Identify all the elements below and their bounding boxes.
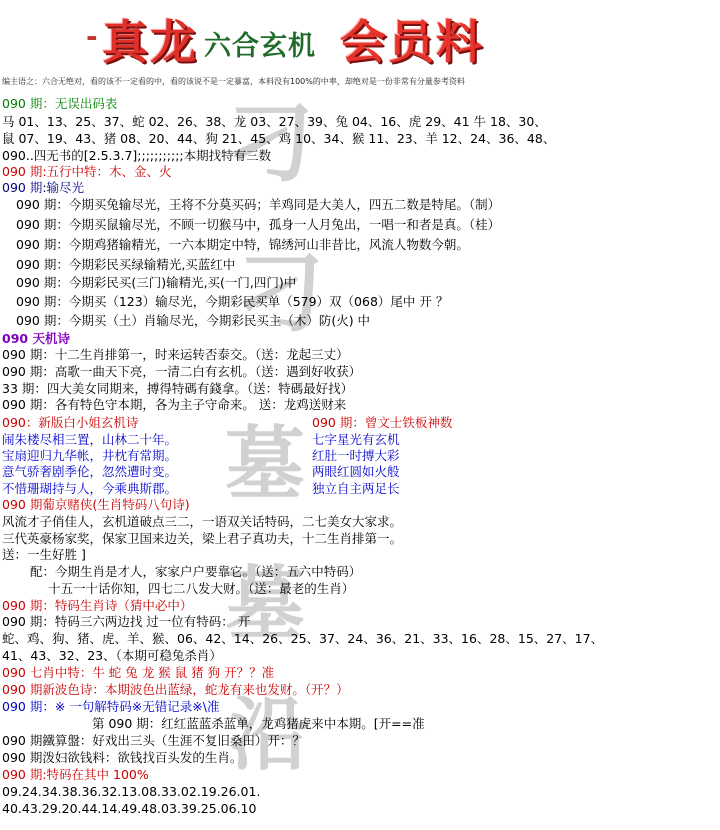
text-line: 三代英豪杨家奖，保家卫国来边关，梁上君子真功夫，十二生肖排第一。 — [2, 531, 403, 546]
text-line: 090 期：今期买鼠输尽光，不顾一切猴马中，孤身一人月兔出，一唱一和者是真。（桂） — [16, 217, 501, 232]
text-line: 七字星光有玄机 — [312, 432, 400, 447]
watermark-glyph: 刁 — [235, 240, 325, 346]
watermark-glyph: 刁 — [225, 90, 315, 196]
text-line: 宝扇迎归九华帐，井枕有常期。 — [2, 448, 178, 463]
text-line: 090 期：※ 一句解特码※无错记录※\准 — [2, 699, 220, 714]
text-line: 两眼红圆如火般 — [312, 464, 400, 479]
header-banner — [0, 0, 720, 72]
text-line: 马 01、13、25、37、蛇 02、26、38、龙 03、27、39、兔 04、16、虎 29、41 牛 18、30、 — [2, 114, 547, 129]
text-line: 090：新版白小姐玄机诗 — [2, 415, 139, 430]
text-line: 090 期：高歌一曲天下亮，一清二白有玄机。（送：遇到好收获） — [2, 364, 362, 379]
text-line: 090 期：今期彩民买绿输精光,买蓝红中 — [16, 257, 236, 272]
text-line: 090 期：各有特色守本期，各为主子守命来。 送：龙鸡送财来 — [2, 397, 347, 412]
text-line: 090 期葡京赌侠(生肖特码八句诗) — [2, 497, 190, 512]
text-line: 090 期:五行中特：木、金、火 — [2, 164, 172, 179]
text-line: 090 期：特码三六两边找 过一位有特码： 开 — [2, 614, 251, 629]
text-line: 送：一生好胜 ] — [2, 547, 86, 562]
text-line: 090 期：无误出码表 — [2, 96, 118, 111]
text-line: 090 期:输尽光 — [2, 180, 85, 195]
text-line: 090 期：今期买兔输尽光，王将不分莫买码；羊鸡同是大美人，四五二数是特尾。（制） — [16, 197, 501, 212]
watermark-glyph: 墓 — [225, 417, 305, 511]
text-line: 090 期：曾文士铁板神数 — [312, 415, 453, 430]
text-line: 风流才子俏佳人，玄机道破点三二，一语双关话特码，二七美女大家求。 — [2, 514, 403, 529]
text-line: 蛇、鸡、狗、猪、虎、羊、猴、06、42、14、26、25、37、24、36、21、33、16、28、15、27、17、 — [2, 631, 604, 646]
text-line: 090 期:特码在其中 100% — [2, 767, 149, 782]
text-line: 41、43、32、23、（本期可稳兔杀肖） — [2, 648, 222, 663]
text-line: 090 期：今期买（123）输尽光，今期彩民买单（579）双（068）尾中 开 ？ — [16, 294, 449, 309]
text-line: 40.43.29.20.44.14.49.48.03.39.25.06.10 — [2, 801, 257, 816]
text-line: 09.24.34.38.36.32.13.08.33.02.19.26.01. — [2, 784, 261, 799]
text-line: 090..四无书的[2.5.3.7];;;;;;;;;;;本期找特有三数 — [2, 148, 272, 163]
text-line: 十五一十话你知，四七二八发大财。（送：最老的生肖） — [48, 581, 355, 596]
watermark-glyph: 墓 — [225, 557, 305, 651]
text-line: 独立自主两足长 — [312, 481, 400, 496]
banner-dash: - — [86, 20, 98, 53]
banner-title-middle: 六合玄机 — [204, 31, 316, 62]
banner-title-left: 真龙 — [102, 15, 198, 69]
text-line: 配：今期生肖是才人，家家户户要靠它。（送：五六中特码） — [30, 564, 362, 579]
text-line: 090 期：十二生肖排第一，时来运转否泰交。（送：龙起三丈） — [2, 347, 349, 362]
text-line: 33 期：四大美女同期来，搏得特碼有錢拿。（送：特碼最好找） — [2, 381, 354, 396]
text-line: 红肚一时搏大彩 — [312, 448, 400, 463]
text-line: 090 期：今期买（土）肖输尽光，今期彩民买主（木）防(火) 中 — [16, 313, 371, 328]
text-line: 闹朱楼尽相三置，山林二十年。 — [2, 432, 178, 447]
text-line: 090 期新波色诗：本期波色出蓝绿，蛇龙有来也发财。（开？） — [2, 682, 349, 697]
text-line: 090 期：特码生肖诗（猜中必中） — [2, 598, 193, 613]
text-line: 鼠 07、19、43、猪 08、20、44、狗 21、45、鸡 10、34、猴 11、23、羊 12、24、36、48、 — [2, 131, 556, 146]
text-line: 090 天机诗 — [2, 331, 70, 346]
text-line: 意气骄奢剧季伦，忽然遭时变。 — [2, 464, 178, 479]
text-line: 090 期泼妇欲钱料：欲钱找百头发的生肖。 — [2, 750, 243, 765]
text-line: 090 期鐵算盤：好戏出三头（生涯不复旧桑田）开：？ — [2, 733, 305, 748]
text-line: 不惜珊瑚持与人，今乘典斯郡。 — [2, 481, 178, 496]
text-line: 090 期：今期彩民买(三门)输精光,买(一门,四门)中 — [16, 275, 297, 290]
text-line: 090 七肖中特：牛 蛇 兔 龙 猴 鼠 猪 狗 开？？准 — [2, 665, 275, 680]
banner-title-right: 会员料 — [340, 15, 484, 69]
disclaimer-text: 编主语之：六合无绝对，看的该不一定看的中，看的该说不是一定暴富，本料没有100%的中率，却绝对是一份非常有分量参考资料 — [2, 77, 465, 86]
text-line: 第 090 期：红红蓝蓝杀蓝单，龙鸡猪虎来中本期。[开==准 — [92, 716, 425, 731]
text-line: 090 期：今期鸡猪输精光，一六本期定中特，锦绣河山非昔比，风流人物数今朝。 — [16, 237, 469, 252]
watermark-glyph: 沿 — [230, 687, 310, 781]
